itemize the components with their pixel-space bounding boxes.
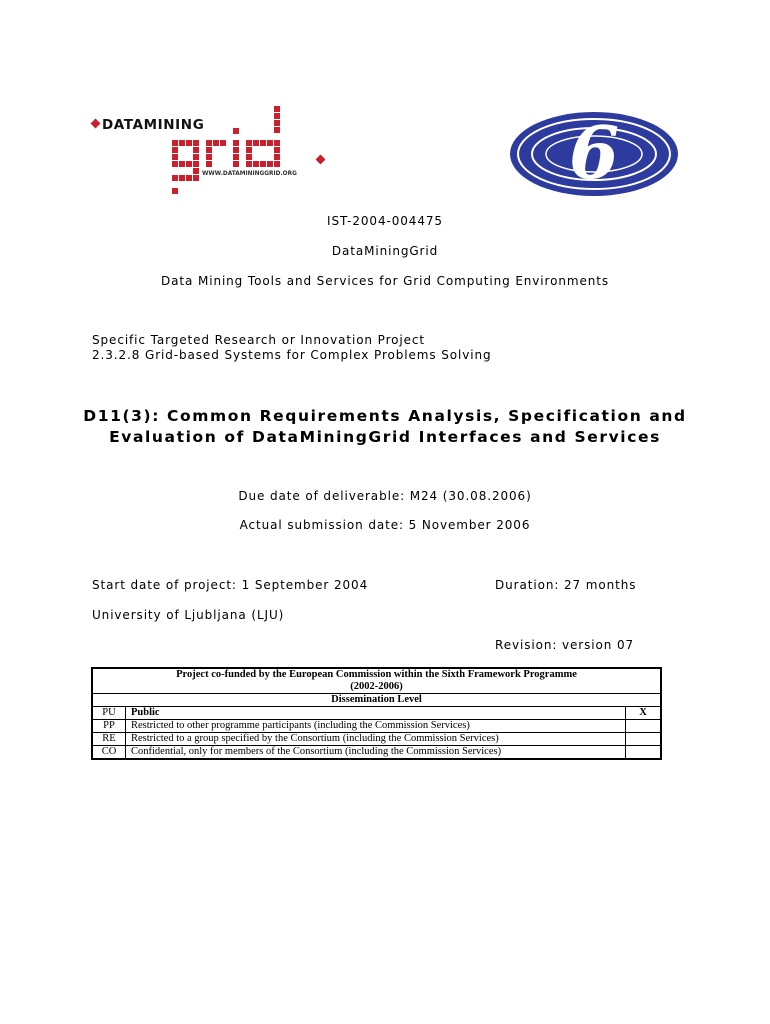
project-full-name: Data Mining Tools and Services for Grid Computing Environments bbox=[160, 274, 609, 288]
table-header-row bbox=[92, 668, 661, 694]
row-desc: Restricted to a group specified by the Consortium (including the Commission Services) bbox=[126, 733, 626, 746]
table-subheader-row bbox=[92, 694, 661, 707]
row-mark bbox=[626, 720, 662, 733]
due-date: Due date of deliverable: M24 (30.08.2006) bbox=[238, 489, 532, 503]
table-subheader: Dissemination Level bbox=[92, 694, 661, 707]
row-desc: Public bbox=[126, 707, 626, 720]
fp6-numeral: 6 bbox=[568, 110, 620, 195]
row-code: PU bbox=[92, 707, 126, 720]
dissemination-table bbox=[91, 667, 662, 760]
logo-url: WWW.DATAMININGGRID.ORG bbox=[202, 171, 297, 177]
fp6-logo bbox=[508, 106, 680, 202]
row-code: CO bbox=[92, 746, 126, 760]
row-desc: Restricted to other programme participants (including the Commission Services) bbox=[126, 720, 626, 733]
duration: Duration: 27 months bbox=[495, 578, 637, 592]
table-row bbox=[92, 746, 661, 760]
submission-date: Actual submission date: 5 November 2006 bbox=[239, 518, 531, 532]
deliverable-title-line2: Evaluation of DataMiningGrid Interfaces and Services bbox=[109, 428, 661, 446]
datamininggrid-logo bbox=[88, 96, 338, 204]
row-mark bbox=[626, 733, 662, 746]
row-mark: X bbox=[626, 707, 662, 720]
start-date: Start date of project: 1 September 2004 bbox=[92, 578, 369, 592]
project-type-line2: 2.3.2.8 Grid-based Systems for Complex Problems Solving bbox=[92, 348, 492, 362]
deliverable-title-line1: D11(3): Common Requirements Analysis, Specification and bbox=[83, 407, 687, 425]
project-name: DataMiningGrid bbox=[331, 244, 439, 258]
table-header-line1: Project co-funded by the European Commission within the Sixth Framework Programme bbox=[176, 669, 577, 680]
table-header-line2: (2002-2006) bbox=[350, 681, 403, 692]
table-row bbox=[92, 733, 661, 746]
table-header bbox=[92, 668, 661, 694]
table-row bbox=[92, 720, 661, 733]
row-mark bbox=[626, 746, 662, 760]
row-code: PP bbox=[92, 720, 126, 733]
revision: Revision: version 07 bbox=[495, 638, 635, 652]
table-row bbox=[92, 707, 661, 720]
project-number: IST-2004-004475 bbox=[327, 214, 443, 228]
row-desc: Confidential, only for members of the Consortium (including the Commission Services) bbox=[126, 746, 626, 760]
project-type-line1: Specific Targeted Research or Innovation Project bbox=[92, 333, 426, 347]
organisation: University of Ljubljana (LJU) bbox=[92, 608, 285, 622]
row-code: RE bbox=[92, 733, 126, 746]
logo-datamining-word: DATAMINING bbox=[102, 117, 205, 133]
